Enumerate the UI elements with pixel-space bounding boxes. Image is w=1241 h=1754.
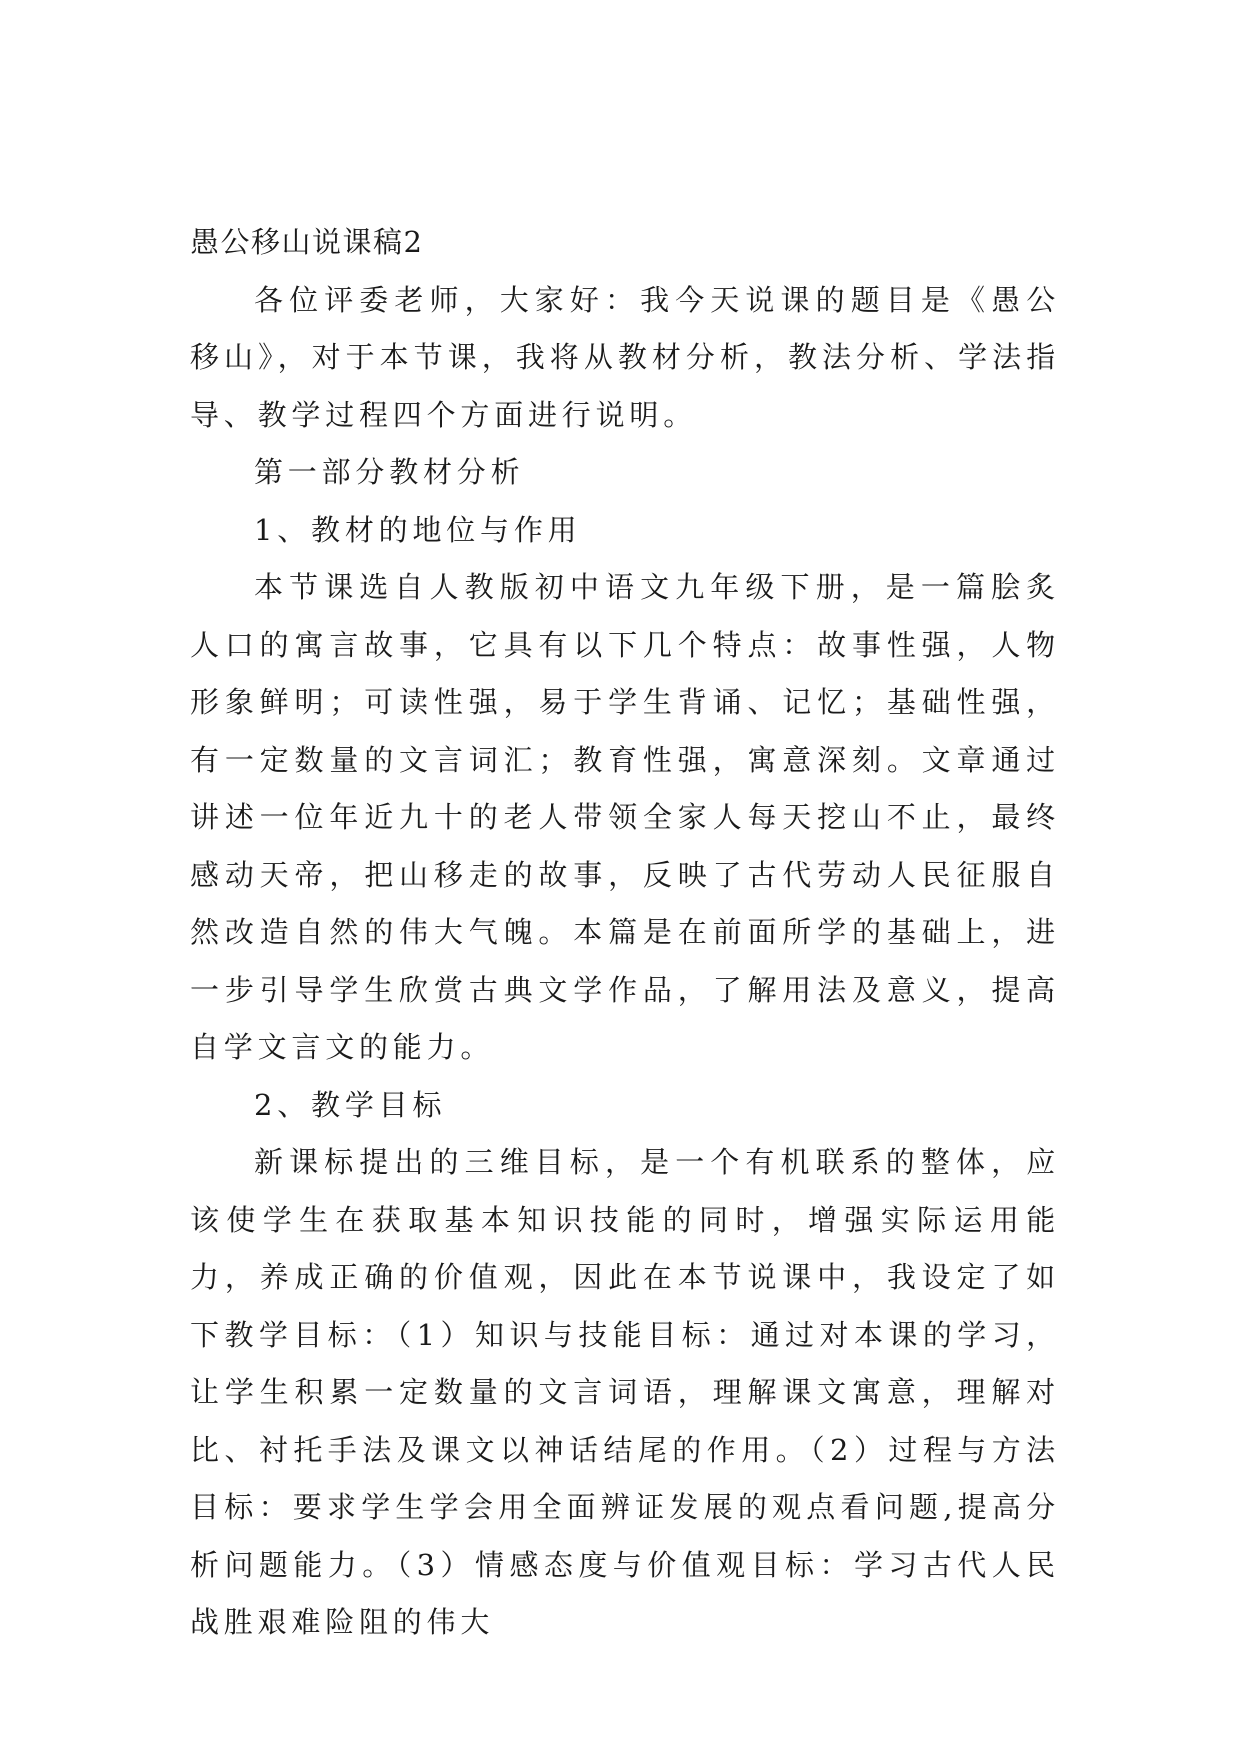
subheading-teaching-goals: 2、教学目标 <box>254 1087 447 1122</box>
paragraph-teaching-goals: 新课标提出的三维目标，是一个有机联系的整体，应该使学生在获取基本知识技能的同时，增强实际运用能力，养成正确的价值观，因此在本节说课中，我设定了如下教学目标：（1）知识与技能目标：通过对本课的学习，让学生积累一定数量的文言词语，理解课文寓意，理解对比、衬托手法及课文以神话结尾的作用。（2）过程与方法目标：要求学生学会用全面辨证发展的观点看问题,提高分析问题能力。（3）情感态度与价值观目标：学习古代人民战胜艰难险阻的伟大 <box>190 1145 1060 1639</box>
document-body <box>190 214 1060 1652</box>
paragraph-greeting: 各位评委老师，大家好：我今天说课的题目是《愚公移山》，对于本节课，我将从教材分析，教法分析、学法指导、教学过程四个方面进行说明。 <box>190 282 1060 432</box>
section-heading-textbook-analysis: 第一部分教材分析 <box>254 455 525 489</box>
paragraph-status-and-role: 本节课选自人教版初中语文九年级下册，是一篇脍炙人口的寓言故事，它具有以下几个特点：故事性强，人物形象鲜明；可读性强，易于学生背诵、记忆；基础性强，有一定数量的文言词汇；教育性强，寓意深刻。文章通过讲述一位年近九十的老人带领全家人每天挖山不止，最终感动天帝，把山移走的故事，反映了古代劳动人民征服自然改造自然的伟大气魄。本篇是在前面所学的基础上，进一步引导学生欣赏古典文学作品，了解用法及意义，提高自学文言文的能力。 <box>190 570 1060 1064</box>
subheading-status-and-role: 1、教材的地位与作用 <box>254 512 582 547</box>
document-title: 愚公移山说课稿2 <box>190 225 424 259</box>
